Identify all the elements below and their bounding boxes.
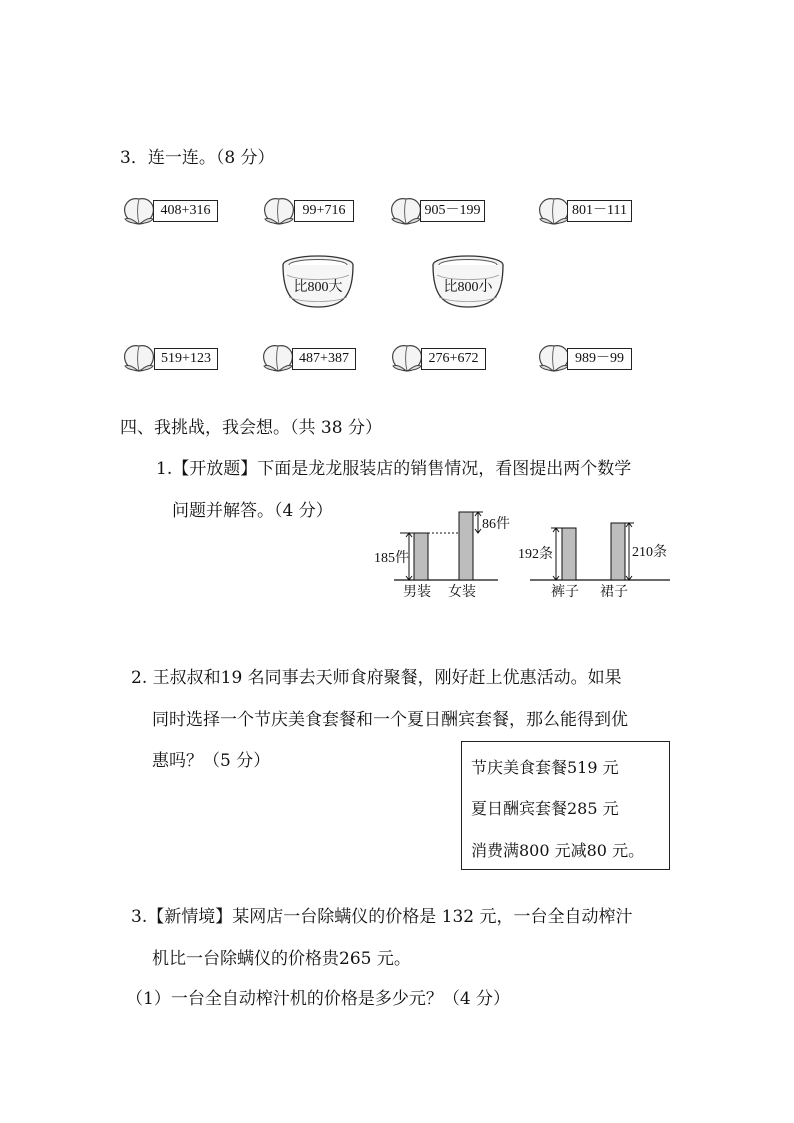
- q1-text-line1: 1.【开放题】下面是龙龙服装店的销售情况，看图提出两个数学: [156, 459, 632, 479]
- q1-text-line2: 问题并解答。（4 分）: [172, 501, 333, 521]
- peach-expression[interactable]: 989－99: [567, 348, 632, 370]
- peach-icon: [260, 340, 296, 374]
- label-185: 185件: [374, 551, 409, 566]
- basket-label[interactable]: 比800小: [443, 280, 493, 295]
- q2-text-line3: 惠吗？（5 分）: [152, 751, 271, 771]
- peach-expression[interactable]: 408+316: [153, 200, 218, 222]
- section3-title: 3．连一连。（8 分）: [120, 148, 275, 168]
- peach-expression[interactable]: 519+123: [154, 348, 218, 370]
- peach-icon: [261, 193, 297, 227]
- category-womens: 女装: [448, 585, 476, 600]
- peach-icon: [121, 340, 157, 374]
- q3-text-line1: 3.【新情境】某网店一台除螨仪的价格是 132 元，一台全自动榨汁: [131, 907, 633, 927]
- label-192: 192条: [518, 547, 553, 562]
- category-mens: 男装: [403, 585, 431, 600]
- bar-womens-clothing: [459, 512, 473, 580]
- q2-text-line1: 2. 王叔叔和19 名同事去天师食府聚餐，刚好赶上优惠活动。如果: [131, 668, 622, 688]
- peach-expression[interactable]: 801－111: [567, 200, 632, 222]
- category-skirts: 裙子: [600, 585, 628, 600]
- peach-expression[interactable]: 905－199: [420, 200, 485, 222]
- peach-icon: [121, 193, 157, 227]
- q2-text-line2: 同时选择一个节庆美食套餐和一个夏日酬宾套餐，那么能得到优: [152, 710, 628, 730]
- peach-icon: [389, 340, 425, 374]
- promotion-box: [461, 741, 670, 870]
- bar-mens-clothing: [414, 533, 428, 580]
- q3-sub-question-1: （1）一台全自动榨汁机的价格是多少元？（4 分）: [126, 989, 511, 1009]
- bar-skirts: [611, 523, 625, 580]
- section4-title: 四、我挑战，我会想。（共 38 分）: [120, 418, 382, 438]
- label-210: 210条: [632, 545, 667, 560]
- label-86: 86件: [482, 517, 510, 532]
- basket-label[interactable]: 比800大: [293, 280, 343, 295]
- peach-expression[interactable]: 487+387: [292, 348, 356, 370]
- bar-pants: [562, 528, 576, 580]
- offer-discount-rule: 消费满800 元减80 元。: [471, 841, 645, 860]
- peach-icon: [388, 193, 424, 227]
- sales-charts: [370, 508, 680, 603]
- offer-festival-set: 节庆美食套餐519 元: [471, 758, 619, 777]
- peach-expression[interactable]: 276+672: [421, 348, 486, 370]
- peach-expression[interactable]: 99+716: [294, 200, 354, 222]
- q3-text-line2: 机比一台除螨仪的价格贵265 元。: [152, 949, 411, 969]
- category-pants: 裤子: [551, 585, 579, 600]
- offer-summer-set: 夏日酬宾套餐285 元: [471, 799, 619, 818]
